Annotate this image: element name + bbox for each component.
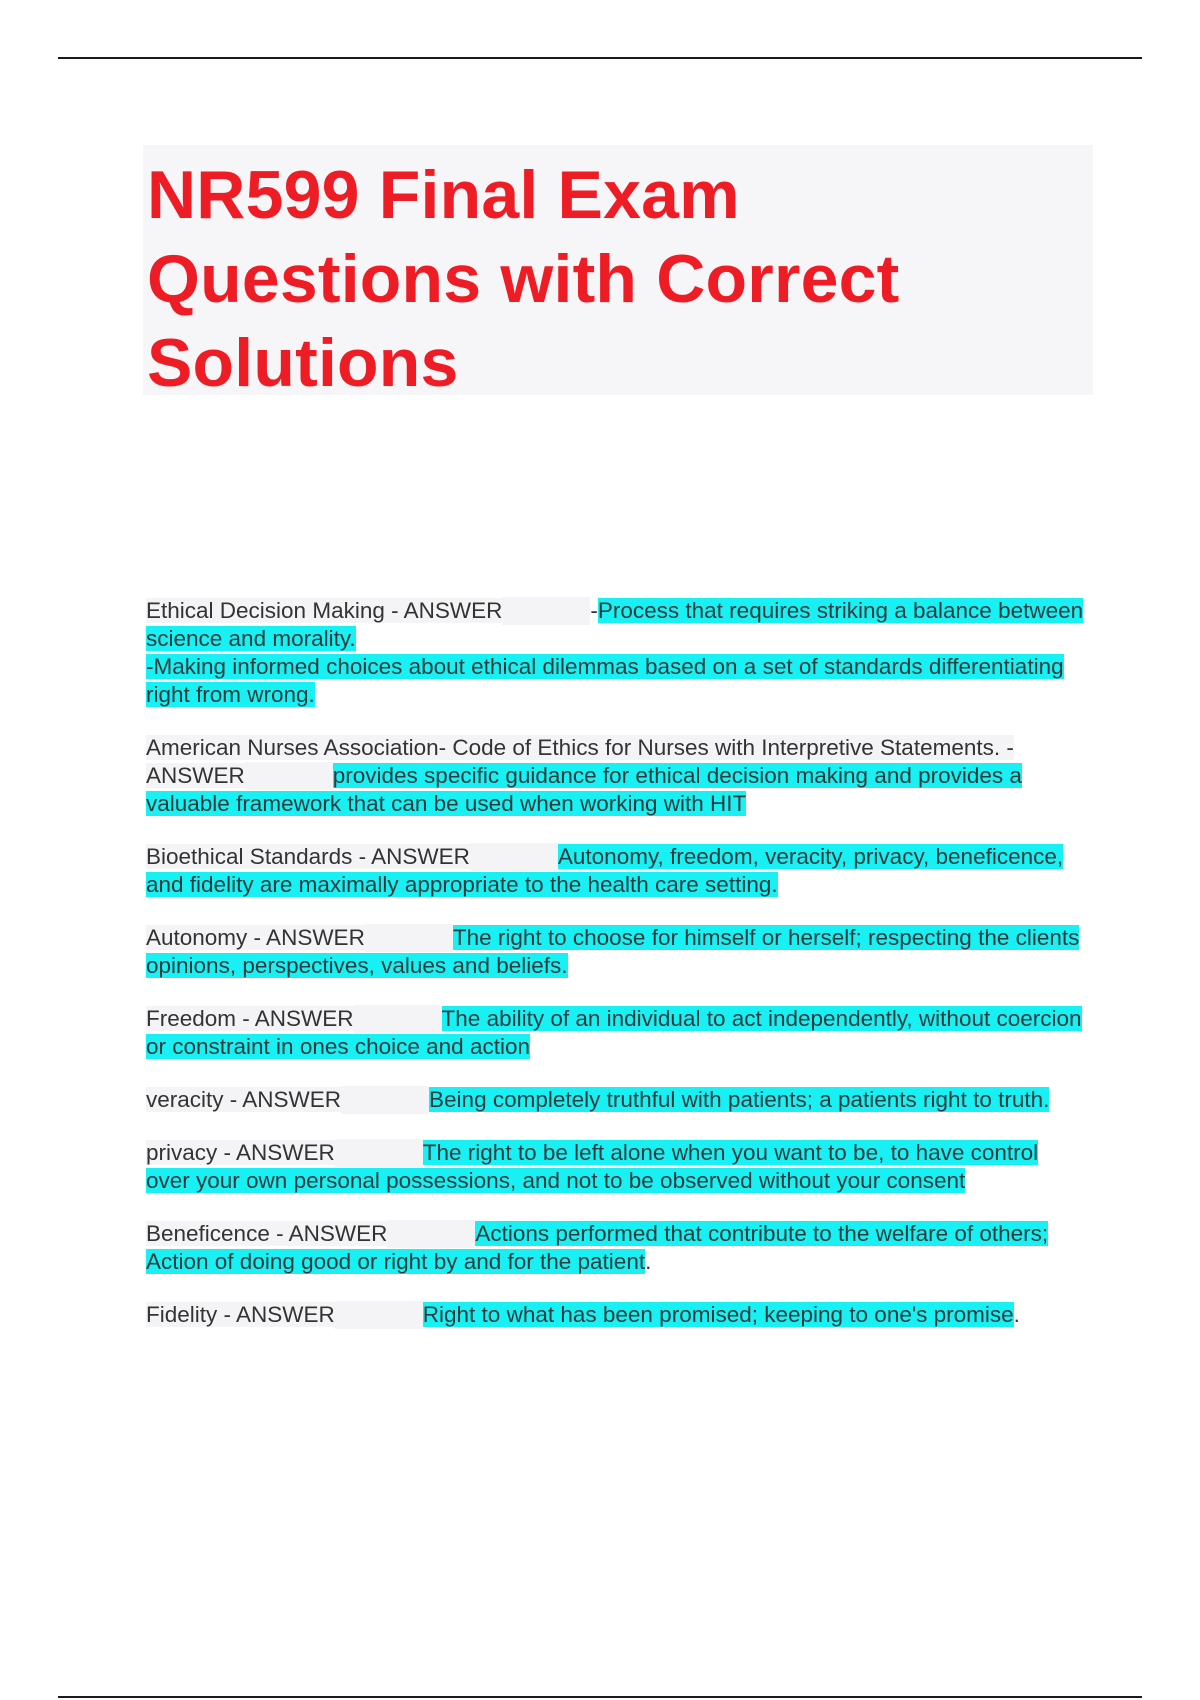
qa-item-beneficence bbox=[146, 1220, 1086, 1276]
answer-gap bbox=[387, 1220, 475, 1248]
qa-term: American Nurses Association- Code of Ethics for Nurses with Interpretive Statements. - bbox=[146, 735, 1014, 760]
qa-term: Bioethical Standards - ANSWER bbox=[146, 844, 470, 869]
qa-term: Autonomy - ANSWER bbox=[146, 925, 365, 950]
header-rule bbox=[58, 57, 1142, 59]
answer-gap bbox=[470, 843, 558, 871]
answer-gap bbox=[245, 762, 333, 790]
qa-answer: Actions performed that contribute to the welfare of others; Action of doing good or right by and for the patient bbox=[146, 1221, 1049, 1274]
qa-answer-period: . bbox=[645, 1249, 652, 1274]
qa-item-fidelity bbox=[146, 1301, 1086, 1329]
qa-answer: The right to be left alone when you want to be, to have control over your own personal possessions, and not to be observed without your consent bbox=[146, 1140, 1039, 1193]
qa-answer: Right to what has been promised; keeping to one's promise bbox=[422, 1302, 1014, 1327]
qa-item-veracity bbox=[146, 1086, 1086, 1114]
answer-gap bbox=[335, 1301, 423, 1329]
qa-term: Ethical Decision Making - ANSWER bbox=[146, 598, 503, 623]
qa-list bbox=[146, 597, 1086, 1329]
qa-item-autonomy bbox=[146, 924, 1086, 980]
qa-term: Fidelity - ANSWER bbox=[146, 1302, 335, 1327]
qa-term: Freedom - ANSWER bbox=[146, 1006, 354, 1031]
answer-gap bbox=[341, 1086, 429, 1114]
qa-answer-dash: - bbox=[590, 598, 598, 623]
qa-answer: Autonomy, freedom, veracity, privacy, beneficence, and fidelity are maximally appropriate to the health care setting. bbox=[146, 844, 1064, 897]
answer-gap bbox=[502, 597, 590, 625]
qa-item-privacy bbox=[146, 1139, 1086, 1195]
qa-item-bioethical-standards bbox=[146, 843, 1086, 899]
answer-gap bbox=[365, 924, 453, 952]
document-title: NR599 Final Exam Questions with Correct Solutions bbox=[147, 157, 900, 401]
qa-answer-period: . bbox=[1013, 1302, 1020, 1327]
qa-answer-continued: -Making informed choices about ethical dilemmas based on a set of standards differentiating right from wrong. bbox=[146, 654, 1064, 707]
qa-term: privacy - ANSWER bbox=[146, 1140, 335, 1165]
qa-answer: provides specific guidance for ethical decision making and provides a valuable framework that can be used when working with HIT bbox=[146, 763, 1022, 816]
qa-answer: The right to choose for himself or herself; respecting the clients opinions, perspectives, values and beliefs. bbox=[146, 925, 1080, 978]
qa-item-freedom bbox=[146, 1005, 1086, 1061]
title-banner bbox=[143, 145, 1093, 401]
qa-answer: The ability of an individual to act independently, without coercion or constraint in ones choice and action bbox=[146, 1006, 1082, 1059]
qa-item-ethical-decision-making bbox=[146, 597, 1086, 709]
footer-rule bbox=[58, 1696, 1142, 1698]
qa-answer: Being completely truthful with patients; a patients right to truth. bbox=[429, 1087, 1050, 1112]
qa-term-continued: ANSWER bbox=[146, 763, 245, 788]
qa-term: Beneficence - ANSWER bbox=[146, 1221, 388, 1246]
qa-term: veracity - ANSWER bbox=[146, 1087, 342, 1112]
answer-gap bbox=[335, 1139, 423, 1167]
qa-item-ana-code-of-ethics bbox=[146, 734, 1086, 818]
qa-answer: Process that requires striking a balance between science and morality. bbox=[146, 598, 1084, 651]
answer-gap bbox=[354, 1005, 442, 1033]
